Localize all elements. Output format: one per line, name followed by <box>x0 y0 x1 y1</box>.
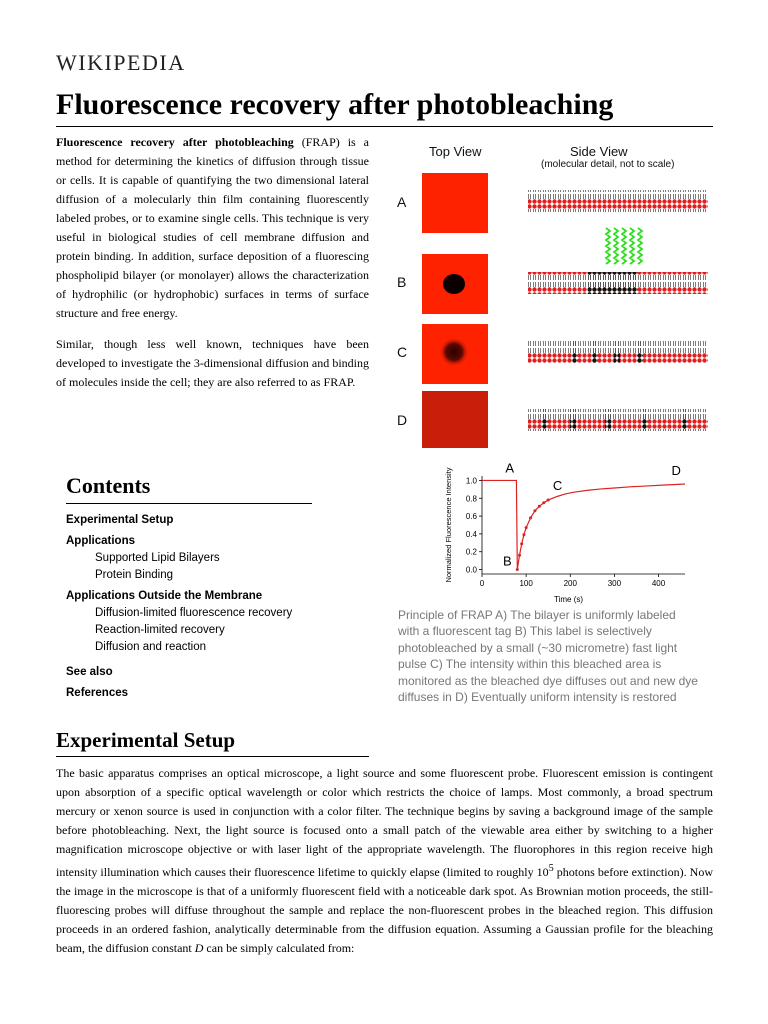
row-label-a: A <box>397 194 407 210</box>
section-paragraph <box>56 764 713 958</box>
intro-term: Fluorescence recovery after photobleaching <box>56 135 294 149</box>
frap-schematic-figure[interactable] <box>392 138 722 448</box>
section-heading-experimental-setup: Experimental Setup <box>56 728 236 752</box>
side-view-subtitle: (molecular detail, not to scale) <box>541 159 675 170</box>
title-divider <box>56 126 713 127</box>
light-pulse-icon <box>606 228 642 264</box>
page-title: Fluorescence recovery after photobleaching <box>56 88 614 121</box>
top-view-d-square <box>422 391 488 448</box>
bilayer-b-bleached <box>588 272 638 294</box>
toc-item[interactable]: Protein Binding <box>95 569 173 581</box>
data-point <box>529 516 532 519</box>
toc-item[interactable]: References <box>66 687 129 699</box>
body-text-b: photons before extinction). Now the image in the microscope is that of a uniformly fluorescent field with a noticeable dark spot. As Brownian motion proceeds, the still-fluorescing probes will diffuse throughout the sample and replace the non-fluorescent probes in the bleached region. This diffusion proceeds in an ordered fashion, analytically determinable from the diffusion equation. Assuming a Gaussian profile for the bleaching beam, the diffusion constant <box>56 865 714 955</box>
intro-paragraph-2: Similar, though less well known, techniques have been developed to investigate the 3-dimensional diffusion and binding of molecules inside the cell; they are also referred to as FRAP. <box>56 337 369 389</box>
toc-item[interactable]: Diffusion-limited fluorescence recovery <box>95 607 293 619</box>
point-label-a: A <box>505 460 514 476</box>
section-divider <box>56 756 369 757</box>
diffusion-variable: D <box>194 941 204 955</box>
data-point <box>518 554 521 557</box>
x-tick-label: 400 <box>651 579 666 588</box>
data-point <box>522 533 525 536</box>
toc-item[interactable]: Applications <box>66 535 136 547</box>
intro-text <box>56 133 369 404</box>
intro-p1-rest: (FRAP) is a method for determining the kinetics of diffusion through tissue or cells. It is capable of quantifying the two dimensional lateral diffusion of a molecularly thin film containing fluorescently labeled probes, or to examine single cells. This technique is very useful in biological studies of cell membrane diffusion and protein binding. In addition, surface deposition of a fluorescing phospholipid bilayer (or monolayer) allows the characterization of hydrophilic (or hydrophobic) surfaces in terms of surface structure and free energy. <box>56 135 370 320</box>
recovering-spot <box>439 337 469 367</box>
x-tick-label: 100 <box>519 579 533 588</box>
frap-recovery-chart[interactable] <box>440 458 695 610</box>
toc-item[interactable]: Experimental Setup <box>66 514 174 526</box>
toc-item[interactable]: Applications Outside the Membrane <box>66 590 263 602</box>
top-view-label: Top View <box>429 144 482 159</box>
data-point <box>533 509 536 512</box>
point-label-b: B <box>502 553 512 569</box>
data-point <box>516 568 519 571</box>
schematic-drawing <box>392 138 722 448</box>
section-body <box>56 764 713 958</box>
intro-paragraph-1 <box>56 133 369 323</box>
top-view-a-square <box>422 173 488 233</box>
point-label-c: C <box>552 477 563 493</box>
body-text-c: can be simply calculated from: <box>203 941 355 955</box>
table-of-contents <box>66 473 316 702</box>
toc-title: Contents <box>66 473 151 498</box>
toc-item[interactable]: Reaction-limited recovery <box>95 624 225 636</box>
bilayer-d <box>528 409 708 431</box>
row-label-c: C <box>397 344 408 360</box>
figure-caption: Principle of FRAP A) The bilayer is uniformly labeled with a fluorescent tag B) This label is selectively photobleached by a small (~30 micrometre) fast light pulse C) The intensity within this bleached area is monitored as the bleached dye diffuses out and new dye diffuses in D) Eventually uniform intensity is restored <box>398 608 698 705</box>
point-label-d: D <box>671 463 681 479</box>
y-tick-label: 0.4 <box>465 529 477 539</box>
bilayer-a <box>528 190 708 212</box>
toc-item[interactable]: See also <box>66 666 113 678</box>
row-label-b: B <box>397 274 407 290</box>
y-tick-label: 0.0 <box>465 565 477 575</box>
data-point <box>538 505 541 508</box>
y-tick-label: 0.2 <box>465 547 477 557</box>
row-label-d: D <box>397 412 408 428</box>
data-point <box>542 501 545 504</box>
data-point <box>520 542 523 545</box>
y-tick-label: 0.8 <box>465 494 477 504</box>
y-tick-label: 1.0 <box>465 476 477 486</box>
exponent: 5 <box>548 863 554 874</box>
toc-item[interactable]: Supported Lipid Bilayers <box>95 552 220 564</box>
body-text-a: The basic apparatus comprises an optical microscope, a light source and some fluorescent probe. Fluorescent emission is contingent upon absorption of a specific optical wavelength or color which restricts the choice of lamps. Most commonly, a broad spectrum mercury or xenon source is used in conjunction with a color filter. The technique begins by saving a background image of the sample before photobleaching. Next, the light source is focused onto a small patch of the viewable area either by switching to a higher magnification microscope objective or with laser light of the appropriate wavelength. The fluorophores in this region receive high intensity illumination which causes their fluorescence lifetime to quickly elapse (limited to roughly 10 <box>56 766 713 879</box>
x-tick-label: 200 <box>563 579 577 588</box>
y-tick-label: 0.6 <box>465 512 477 522</box>
x-tick-label: 0 <box>479 579 485 588</box>
data-point <box>547 499 550 502</box>
wikipedia-logo[interactable]: WIKIPEDIA <box>56 50 186 75</box>
toc-item[interactable]: Diffusion and reaction <box>95 641 207 653</box>
bleached-spot <box>443 274 465 294</box>
side-view-label: Side View <box>570 144 628 159</box>
chart-svg <box>440 458 695 610</box>
x-axis-label: Time (s) <box>553 595 584 604</box>
data-point <box>525 526 528 529</box>
x-tick-label: 300 <box>607 579 622 588</box>
series-line <box>482 477 685 569</box>
toc-divider <box>66 503 312 504</box>
y-axis-label: Normalized Fluorescence Intensity <box>444 467 453 583</box>
